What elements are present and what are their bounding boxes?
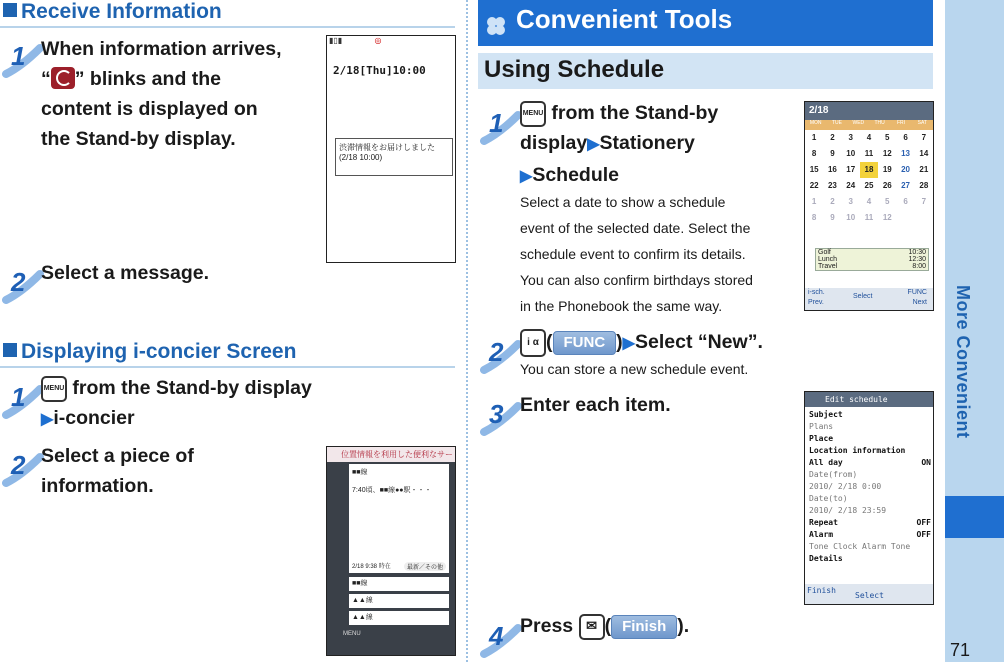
event-time: 8:00 — [912, 263, 926, 270]
page-number: 71 — [950, 640, 971, 660]
softkey-isch[interactable]: i-sch. — [808, 289, 825, 296]
calendar-day[interactable]: 11 — [864, 149, 874, 158]
event-name: Lunch — [818, 256, 838, 263]
calendar-day[interactable]: 9 — [830, 149, 835, 158]
edit-row-label: Place — [809, 434, 834, 443]
arrow-right-icon: ▶ — [41, 411, 54, 428]
calendar-events — [815, 248, 929, 271]
edit-row-label: Alarm — [809, 530, 834, 539]
step-number-label: 3 — [489, 399, 504, 429]
paren-open: ( — [546, 331, 553, 353]
text-part: from the Stand-by display — [67, 377, 312, 399]
arrow-right-icon: ▶ — [520, 168, 533, 185]
arrow-right-icon: ▶ — [622, 335, 635, 352]
mail-key-icon: ✉ — [579, 614, 605, 640]
calendar-day[interactable]: 19 — [882, 165, 892, 174]
edit-row[interactable] — [809, 529, 931, 541]
desc-line: schedule event to confirm its details. — [520, 246, 746, 262]
calendar-day[interactable]: 25 — [864, 181, 874, 190]
calendar-day[interactable]: 16 — [827, 165, 837, 174]
event-row[interactable] — [816, 256, 928, 263]
message-line: (2/18 10:00) — [339, 153, 383, 162]
softkey-select[interactable]: Select — [853, 293, 873, 300]
text-line — [520, 160, 795, 192]
calendar-day[interactable]: 17 — [846, 165, 856, 174]
list-item: ■■線 — [349, 577, 449, 591]
step-number — [480, 394, 522, 434]
card-button: 最新／その他 — [404, 562, 446, 571]
text-line: content is displayed on — [41, 98, 258, 120]
desc-line: event of the selected date. Select the — [520, 220, 751, 236]
edit-row-label: Repeat — [809, 518, 838, 527]
card-row: 7:40頃、■■線●●駅・・・ — [352, 487, 432, 494]
chapter-title-bar — [478, 0, 933, 46]
calendar-day[interactable]: 3 — [848, 133, 853, 142]
step-number-label: 4 — [489, 621, 504, 651]
iconcier-list — [349, 577, 449, 625]
calendar-day[interactable]: 1 — [811, 197, 817, 206]
phone-screen-info — [326, 35, 456, 263]
event-time: 12:30 — [908, 256, 926, 263]
calendar-month: 2/18 — [809, 105, 829, 116]
edit-row-value: ON — [921, 458, 931, 467]
text-part: Stationery — [599, 132, 695, 154]
step-description — [520, 189, 800, 319]
calendar-day[interactable]: 1 — [811, 133, 817, 142]
edit-row-label: All day — [809, 458, 843, 467]
softkey-next[interactable]: Next — [912, 299, 927, 306]
calendar-day[interactable]: 5 — [885, 133, 890, 142]
calendar-day[interactable]: 11 — [864, 213, 874, 222]
edit-row[interactable] — [809, 433, 931, 445]
calendar-day[interactable]: 18 — [860, 162, 878, 178]
text-line: information. — [41, 475, 154, 497]
step-description: You can store a new schedule event. — [520, 361, 749, 377]
calendar-day[interactable]: 6 — [903, 197, 908, 206]
edit-softkeys — [805, 584, 933, 604]
text-line: When information arrives, — [41, 38, 282, 60]
step-number-label: 2 — [489, 337, 504, 367]
weekday: WED — [852, 120, 865, 126]
list-item: ▲▲線 — [349, 594, 449, 608]
subtitle-bar — [478, 53, 933, 89]
text-line — [41, 373, 371, 403]
calendar-day[interactable]: 8 — [811, 213, 817, 222]
phone-screen-calendar — [804, 101, 934, 311]
edit-row-label: Plans — [809, 422, 834, 431]
weekday: MON — [809, 120, 822, 126]
i-concier-icon — [51, 67, 75, 89]
chapter-tab — [945, 496, 1004, 538]
calendar-day[interactable]: 7 — [921, 197, 927, 206]
edit-row[interactable] — [809, 409, 931, 421]
calendar-day[interactable]: 12 — [882, 149, 892, 158]
softkey-select[interactable]: Select — [855, 591, 884, 600]
edit-row[interactable] — [809, 505, 931, 517]
edit-row-label: Details — [809, 554, 843, 563]
event-name: Golf — [818, 249, 831, 256]
calendar-day[interactable]: 10 — [846, 149, 856, 158]
edit-row[interactable] — [809, 553, 931, 565]
calendar-weekdays — [805, 120, 933, 130]
calendar-day[interactable]: 9 — [830, 213, 835, 222]
edit-row-label: Tone Clock Alarm Tone — [809, 542, 911, 551]
step-number — [2, 377, 44, 417]
card-row: ■■線 — [352, 469, 368, 476]
calendar-day[interactable]: 2 — [830, 133, 835, 142]
calendar-day[interactable]: 5 — [885, 197, 890, 206]
edit-row[interactable] — [809, 457, 931, 469]
desc-line: Select a date to show a schedule — [520, 194, 726, 210]
calendar-day[interactable]: 21 — [919, 165, 929, 174]
text-line — [520, 128, 795, 160]
chapter-title: Convenient Tools — [516, 4, 733, 34]
step-text — [520, 611, 689, 641]
edit-row-label: Location information — [809, 446, 906, 455]
softkey-finish[interactable]: Finish — [807, 586, 836, 595]
iconcier-card — [349, 464, 449, 573]
step-text — [520, 98, 795, 192]
calendar-day[interactable]: 22 — [809, 181, 819, 190]
square-bullet-icon — [3, 3, 17, 17]
edit-row[interactable] — [809, 493, 931, 505]
text-part: from the Stand-by — [546, 102, 719, 124]
calendar-day[interactable]: 26 — [882, 181, 892, 190]
calendar-day[interactable]: 6 — [903, 133, 908, 142]
text-part: i-concier — [53, 407, 135, 429]
calendar-day[interactable]: 7 — [921, 133, 927, 142]
calendar-day[interactable]: 15 — [809, 165, 819, 174]
step-number-label: 2 — [11, 450, 26, 480]
text-part: ). — [677, 615, 690, 637]
message-line: 渋滞情報をお届けしました — [339, 143, 435, 152]
step-number — [2, 445, 44, 485]
edit-row[interactable] — [809, 541, 931, 553]
status-bar: ▮▯▮ ◎ — [329, 36, 382, 45]
arrow-right-icon: ▶ — [587, 136, 600, 153]
text-part: Select “New”. — [634, 331, 763, 353]
clover-icon — [482, 12, 512, 42]
paren-open: ( — [604, 615, 612, 637]
text-line — [41, 64, 331, 94]
calendar-day[interactable]: 4 — [866, 133, 872, 142]
text-line — [41, 403, 371, 435]
text-line: the Stand-by display. — [41, 128, 236, 150]
step-number-label: 1 — [489, 108, 504, 138]
text-part: display — [520, 132, 588, 154]
edit-rows — [805, 407, 933, 565]
event-row[interactable] — [816, 263, 928, 270]
paren-close: ) — [616, 331, 623, 353]
edit-row-value: OFF — [916, 518, 931, 527]
step-number — [480, 103, 522, 143]
column-divider — [466, 0, 468, 662]
text-line — [520, 98, 795, 128]
desc-line: in the Phonebook the same way. — [520, 298, 723, 314]
list-item: ▲▲線 — [349, 611, 449, 625]
menu-softkey: MENU — [343, 631, 361, 637]
edit-row[interactable] — [809, 481, 931, 493]
calendar-softkeys — [805, 288, 933, 310]
edit-row[interactable] — [809, 469, 931, 481]
softkey-prev[interactable]: Prev. — [808, 299, 824, 306]
calendar-day[interactable]: 20 — [901, 165, 911, 174]
edit-row-label: Date(to) — [809, 494, 848, 503]
calendar-day[interactable]: 12 — [882, 213, 892, 222]
edit-row[interactable] — [809, 421, 931, 433]
clock-text: 2/18[Thu]10:00 — [333, 64, 426, 77]
calendar-day[interactable]: 2 — [830, 197, 835, 206]
desc-line: You can also confirm birthdays stored — [520, 272, 753, 288]
calendar-day[interactable]: 24 — [846, 181, 856, 190]
step-text: Enter each item. — [520, 394, 671, 416]
calendar-header — [805, 102, 933, 120]
step-number — [2, 36, 44, 76]
text-part: Press — [520, 615, 579, 637]
subtitle: Using Schedule — [484, 56, 665, 83]
calendar-day[interactable]: 14 — [919, 149, 929, 158]
step-text — [41, 373, 371, 435]
edit-title-bar: Edit schedule — [805, 392, 933, 407]
text-line: Select a piece of — [41, 445, 194, 467]
edit-row-label: Subject — [809, 410, 843, 419]
event-row[interactable] — [816, 249, 928, 256]
step-number-label: 1 — [11, 41, 26, 71]
edit-row[interactable] — [809, 517, 931, 529]
calendar-day[interactable]: 4 — [866, 197, 872, 206]
calendar-day[interactable]: 13 — [901, 149, 911, 158]
step-number-label: 1 — [11, 382, 26, 412]
quote-open: “ — [41, 68, 51, 90]
iconcier-header: 位置情報を利用した便利なサー — [327, 447, 455, 462]
info-message-box — [335, 138, 453, 176]
step-number-label: 2 — [11, 267, 26, 297]
edit-row-label: Date(from) — [809, 470, 858, 479]
weekday: FRI — [896, 120, 905, 126]
menu-key-icon: MENU — [41, 376, 67, 402]
sidebar-chapter-label: More Convenient — [953, 285, 973, 439]
section-heading-receive — [0, 0, 455, 28]
event-name: Travel — [818, 263, 838, 270]
step-text — [41, 34, 331, 154]
phone-screen-edit-schedule — [804, 391, 934, 605]
phone-screen-iconcier — [326, 446, 456, 656]
i-alpha-key-icon: i α — [520, 329, 546, 357]
weekday: TUE — [831, 120, 842, 126]
text-part: Schedule — [532, 164, 620, 186]
calendar-day[interactable]: 10 — [846, 213, 856, 222]
calendar-grid[interactable] — [805, 130, 933, 226]
step-text — [41, 441, 301, 501]
step-text: Select a message. — [41, 262, 210, 284]
card-row: 2/18 9:38 時在 — [352, 564, 391, 570]
event-time: 10:30 — [908, 249, 926, 256]
calendar-day[interactable]: 28 — [919, 181, 929, 190]
edit-row-label: 2010/ 2/18 0:00 — [809, 482, 882, 491]
section-heading-iconcier — [0, 340, 455, 368]
edit-row-label: 2010/ 2/18 23:59 — [809, 506, 887, 515]
func-softkey: FUNC — [553, 331, 617, 355]
weekday: THU — [874, 120, 885, 126]
section-title: Displaying i-concier Screen — [21, 340, 297, 363]
edit-row[interactable] — [809, 445, 931, 457]
step-number — [2, 262, 44, 302]
quote-close-text: ” blinks and the — [74, 68, 222, 90]
weekday: SAT — [917, 120, 927, 126]
calendar-day[interactable]: 3 — [848, 197, 853, 206]
calendar-day[interactable]: 23 — [827, 181, 837, 190]
step-number — [480, 616, 522, 656]
finish-softkey: Finish — [611, 615, 677, 639]
section-title: Receive Information — [21, 0, 222, 23]
edit-row-value: OFF — [916, 530, 931, 539]
square-bullet-icon — [3, 343, 17, 357]
softkey-func[interactable]: FUNC — [907, 289, 927, 296]
menu-key-icon: MENU — [520, 101, 546, 127]
step-number — [480, 332, 522, 372]
calendar-day[interactable]: 8 — [811, 149, 817, 158]
calendar-day[interactable]: 27 — [901, 181, 911, 190]
step-text — [520, 327, 820, 359]
